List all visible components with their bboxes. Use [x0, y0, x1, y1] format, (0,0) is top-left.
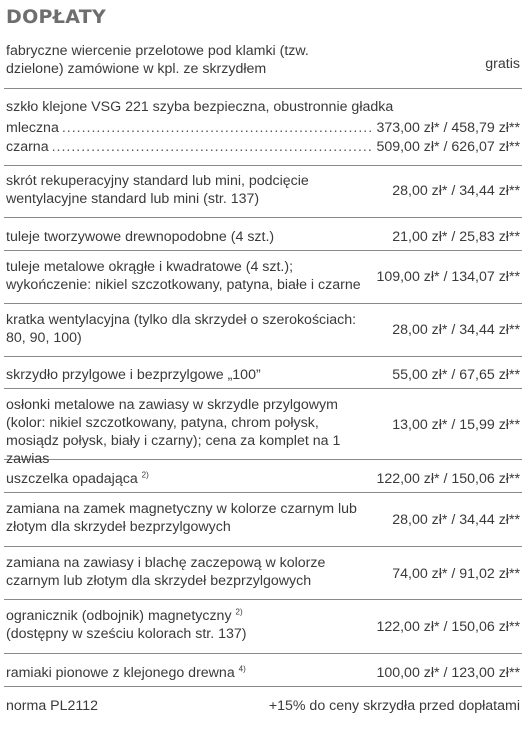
option-line: [6, 119, 520, 137]
row-price: 28,00 zł* / 34,44 zł**: [392, 183, 520, 199]
surcharge-row: [4, 467, 522, 493]
surcharge-row: [4, 661, 522, 687]
row-price: 100,00 zł* / 123,00 zł**: [376, 665, 520, 681]
leader-dots: [62, 119, 374, 137]
surcharge-row: [4, 311, 522, 357]
row-price: 28,00 zł* / 34,44 zł**: [392, 322, 520, 338]
footer-norm: norma PL2112: [6, 698, 99, 714]
surcharge-row: [4, 607, 522, 654]
row-description-text: ramiaki pionowe z klejonego drewna: [6, 665, 235, 681]
footnote-marker: 4): [238, 664, 246, 674]
footnote-marker: 2): [141, 470, 149, 480]
row-price: 55,00 zł* / 67,65 zł**: [392, 367, 520, 383]
row-price: 13,00 zł* / 15,99 zł**: [392, 417, 520, 433]
row-description: [6, 607, 366, 643]
option-label: mleczna: [6, 120, 59, 136]
row-price: 74,00 zł* / 91,02 zł**: [392, 566, 520, 582]
row-description: osłonki metalowe na zawiasy w skrzydle przylgowym (kolor: nikiel szczotkowany, patyna, chrom połysk, mosiądz połysk, biały i czarny); cena za komplet na 1 zawias: [6, 397, 341, 467]
row-price: 28,00 zł* / 34,44 zł**: [392, 512, 520, 528]
option-price: 509,00 zł* / 626,07 zł**: [376, 139, 520, 155]
option-price: 373,00 zł* / 458,79 zł**: [376, 120, 520, 136]
surcharge-row: [4, 225, 522, 251]
row-description: kratka wentylacyjna (tylko dla skrzydeł o szerokościach: 80, 90, 100): [6, 312, 357, 346]
surcharge-row: [4, 500, 522, 547]
row-description: szkło klejone VSG 221 szyba bezpieczna, obustronnie gładka: [6, 99, 394, 115]
option-line: [6, 138, 520, 156]
row-description: tuleje tworzywowe drewnopodobne (4 szt.): [6, 229, 275, 245]
row-description: fabryczne wiercenie przelotowe pod klamki (tzw. dzielone) zamówione w kpl. ze skrzydłem: [6, 43, 309, 77]
row-description: skrót rekuperacyjny standard lub mini, podcięcie wentylacyjne standard lub mini (str. 137): [6, 173, 309, 207]
row-description: [6, 470, 366, 488]
surcharge-row: [4, 258, 522, 304]
surcharge-row: [4, 98, 522, 166]
row-price: 21,00 zł* / 25,83 zł**: [392, 229, 520, 245]
row-description-text: uszczelka opadająca: [6, 471, 138, 487]
row-price: 109,00 zł* / 134,07 zł**: [376, 269, 520, 285]
surcharge-row: [4, 364, 522, 389]
row-description-text: ogranicznik (odbojnik) magnetyczny: [6, 608, 232, 624]
surcharge-row: [4, 554, 522, 600]
row-description: tuleje metalowe okrągłe i kwadratowe (4 szt.); wykończenie: nikiel szczotkowany, patyna, białe i czarne: [6, 259, 361, 293]
surcharge-row: [4, 172, 522, 218]
footer-note: +15% do ceny skrzydła przed dopłatami: [268, 698, 520, 714]
row-description: [6, 664, 366, 682]
surcharge-row: [4, 42, 522, 89]
leader-dots: [52, 138, 374, 156]
surcharge-row: [4, 396, 522, 467]
row-description: zamiana na zawiasy i blachę zaczepową w kolorze czarnym lub złotym dla skrzydeł bezprzylgowych: [6, 555, 326, 589]
row-description-line2: (dostępny w sześciu kolorach str. 137): [6, 626, 247, 642]
section-title: DOPŁATY: [6, 6, 107, 28]
row-price: gratis: [485, 56, 520, 72]
option-label: czarna: [6, 139, 49, 155]
row-price: 122,00 zł* / 150,06 zł**: [376, 471, 520, 487]
row-description: skrzydło przylgowe i bezprzylgowe „100”: [6, 367, 261, 383]
row-description: zamiana na zamek magnetyczny w kolorze czarnym lub złotym dla skrzydeł bezprzylgowych: [6, 501, 357, 535]
footnote-marker: 2): [235, 607, 243, 617]
row-price: 122,00 zł* / 150,06 zł**: [376, 619, 520, 635]
